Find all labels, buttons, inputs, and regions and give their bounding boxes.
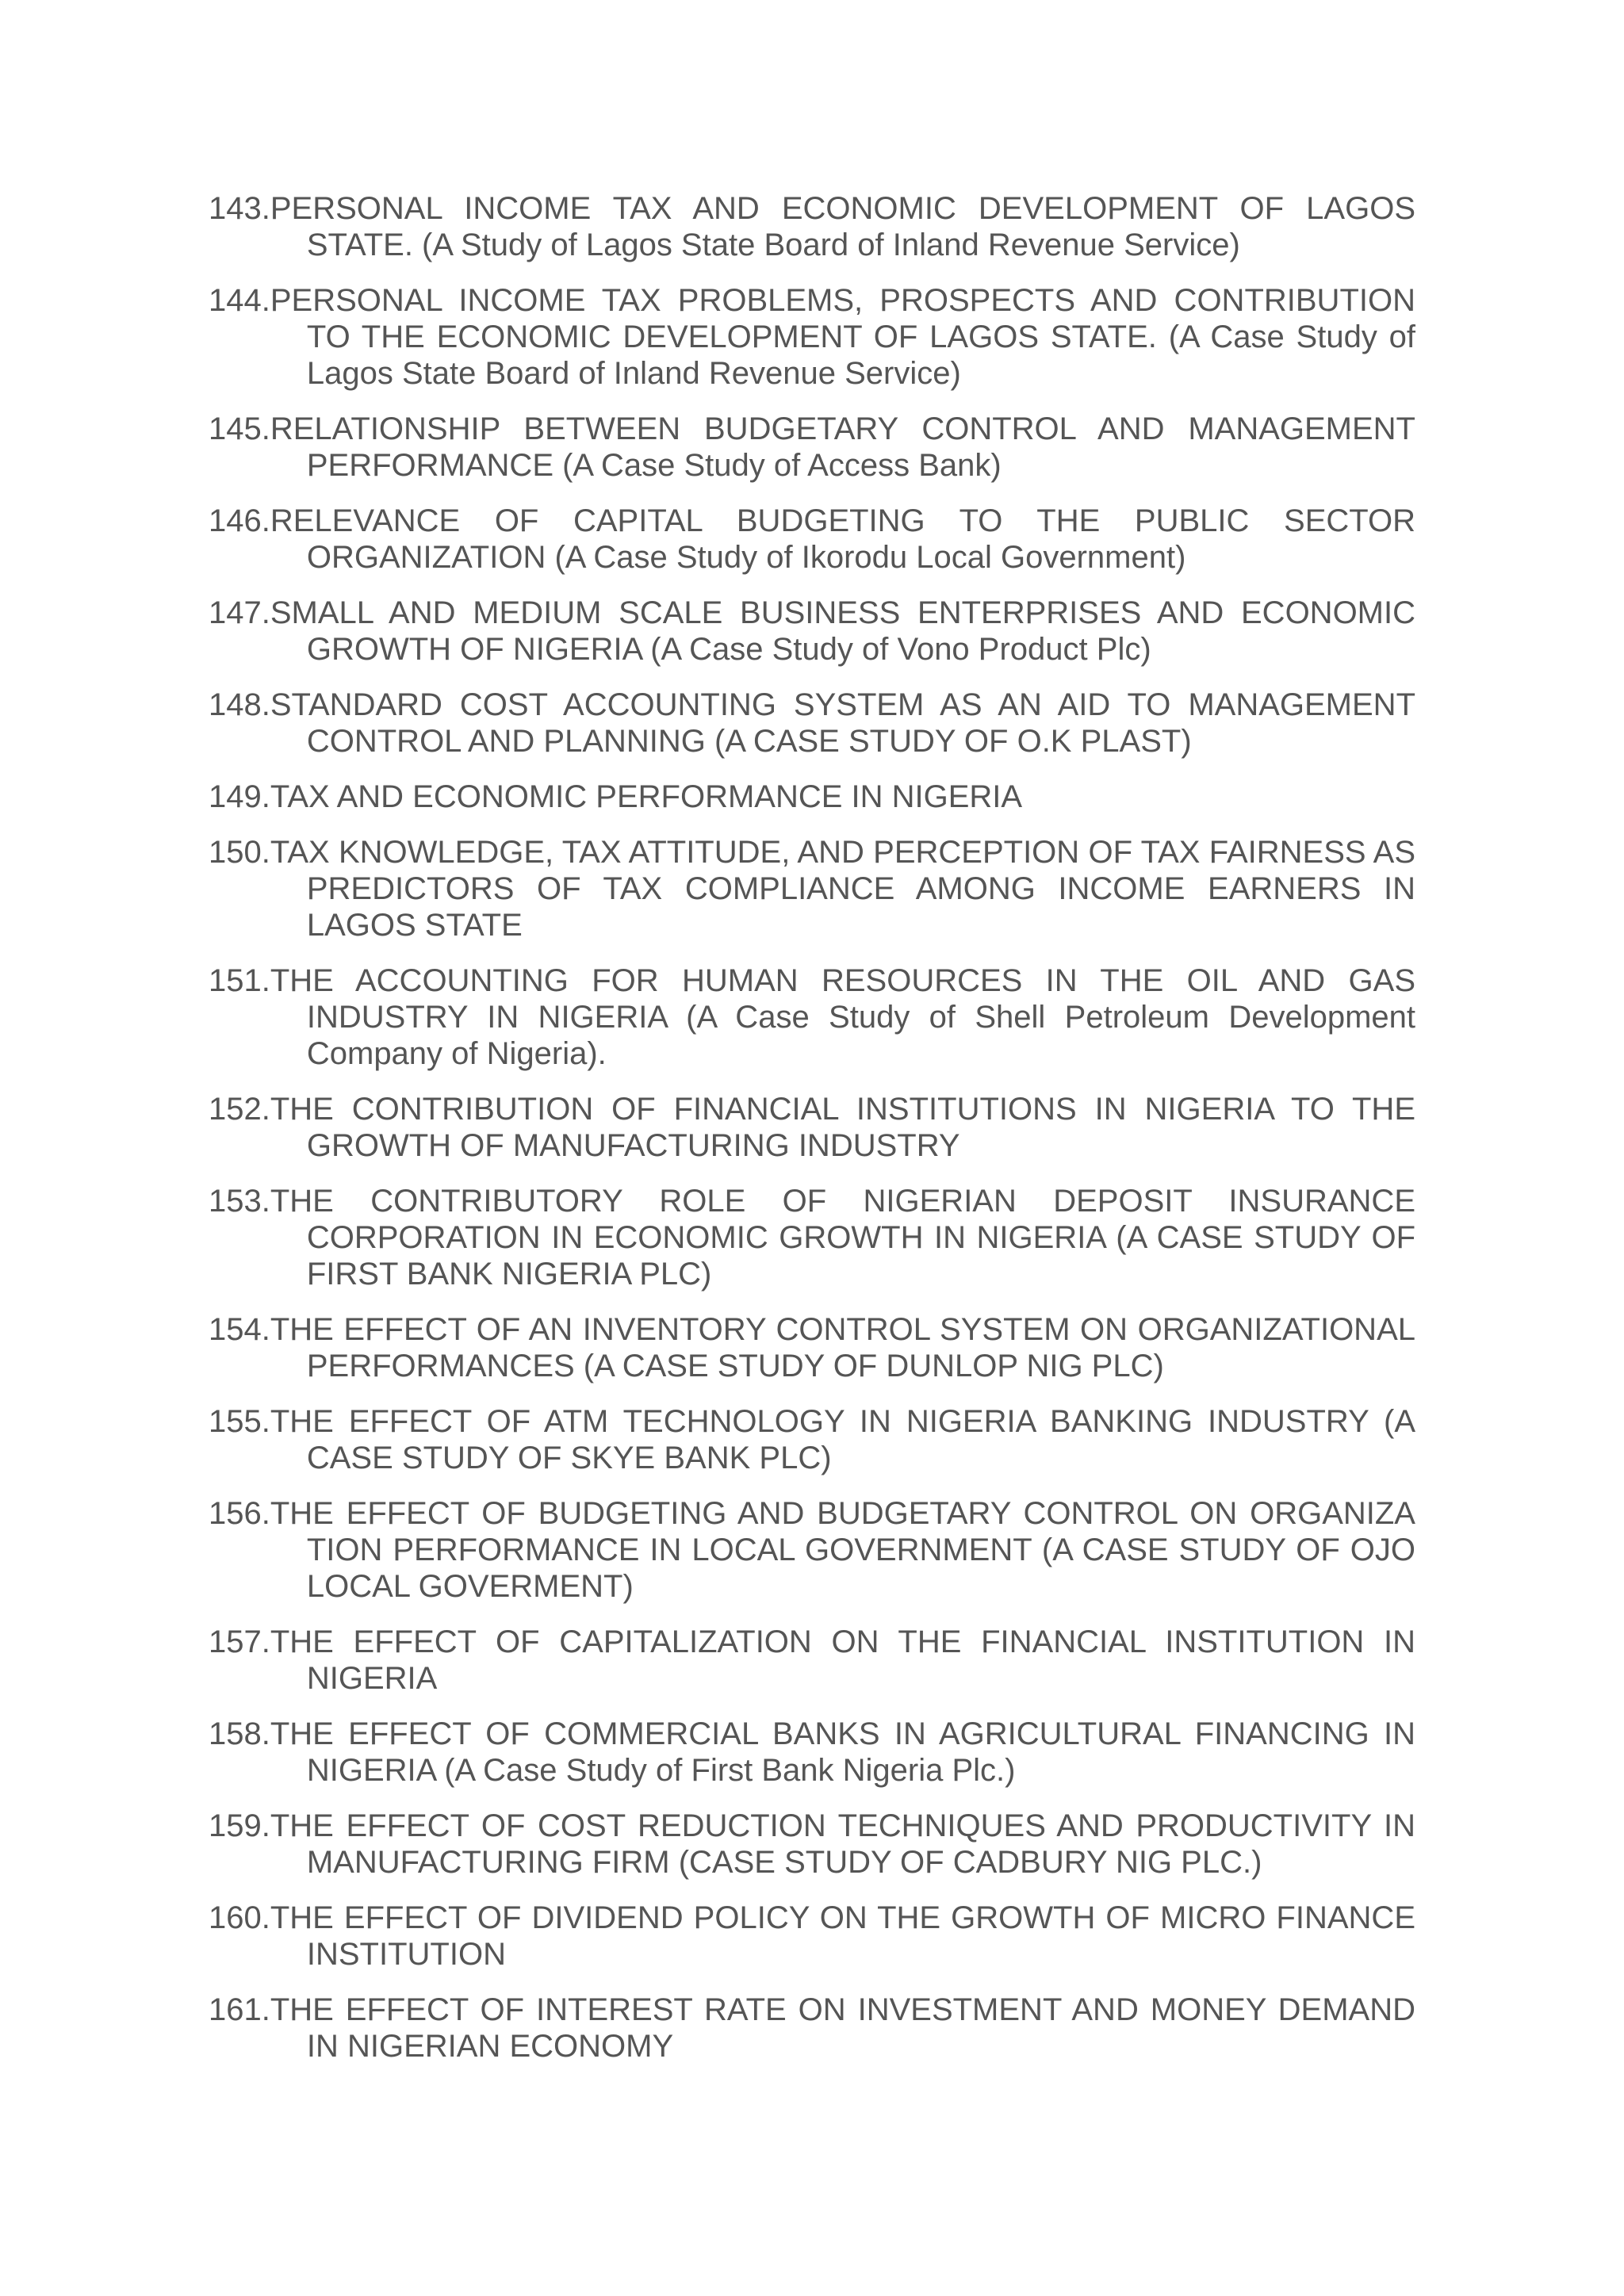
item-number: 144. <box>209 283 270 318</box>
item-title: THE EFFECT OF DIVIDEND POLICY ON THE GROWTH OF MICRO FINANCE INSTITUTION <box>270 1900 1415 1972</box>
list-item <box>209 1403 1415 1476</box>
item-title: TAX AND ECONOMIC PERFORMANCE IN NIGERIA <box>270 779 1023 814</box>
list-item <box>209 962 1415 1072</box>
item-title: STANDARD COST ACCOUNTING SYSTEM AS AN AID TO MANAGEMENT CONTROL AND PLANNING (A CASE STUDY OF O.K PLAST) <box>270 687 1415 759</box>
item-title: PERSONAL INCOME TAX PROBLEMS, PROSPECTS AND CONTRIBUTION TO THE ECONOMIC DEVELOPMENT OF LAGOS STATE. (A Case Study of Lagos State Board of Inland Revenue Service) <box>270 283 1415 391</box>
list-item <box>209 779 1415 815</box>
item-title: PERSONAL INCOME TAX AND ECONOMIC DEVELOPMENT OF LAGOS STATE. (A Study of Lagos State Board of Inland Revenue Service) <box>270 191 1415 262</box>
item-title: THE EFFECT OF CAPITALIZATION ON THE FINANCIAL INSTITUTION IN NIGERIA <box>270 1624 1415 1696</box>
item-number: 147. <box>209 595 270 630</box>
item-title: RELEVANCE OF CAPITAL BUDGETING TO THE PUBLIC SECTOR ORGANIZATION (A Case Study of Ikorodu Local Government) <box>270 503 1415 575</box>
topic-list <box>209 190 1415 2084</box>
item-title: SMALL AND MEDIUM SCALE BUSINESS ENTERPRISES AND ECONOMIC GROWTH OF NIGERIA (A Case Study of Vono Product Plc) <box>270 595 1415 667</box>
list-item <box>209 1091 1415 1164</box>
item-number: 160. <box>209 1900 270 1935</box>
list-item <box>209 190 1415 263</box>
item-number: 145. <box>209 411 270 446</box>
item-title: TAX KNOWLEDGE, TAX ATTITUDE, AND PERCEPTION OF TAX FAIRNESS AS PREDICTORS OF TAX COMPLIANCE AMONG INCOME EARNERS IN LAGOS STATE <box>270 835 1415 943</box>
item-number: 155. <box>209 1404 270 1439</box>
item-number: 149. <box>209 779 270 814</box>
list-item <box>209 1624 1415 1697</box>
item-number: 161. <box>209 1992 270 2027</box>
item-number: 158. <box>209 1716 270 1751</box>
item-number: 153. <box>209 1184 270 1219</box>
list-item <box>209 411 1415 484</box>
list-item <box>209 1808 1415 1881</box>
item-number: 146. <box>209 503 270 538</box>
list-item <box>209 834 1415 943</box>
item-title: THE CONTRIBUTORY ROLE OF NIGERIAN DEPOSIT INSURANCE CORPORATION IN ECONOMIC GROWTH IN NIGERIA (A CASE STUDY OF FIRST BANK NIGERIA PLC) <box>270 1184 1415 1292</box>
list-item <box>209 1716 1415 1789</box>
item-number: 148. <box>209 687 270 722</box>
item-number: 157. <box>209 1624 270 1659</box>
item-title: THE EFFECT OF ATM TECHNOLOGY IN NIGERIA BANKING INDUSTRY (A CASE STUDY OF SKYE BANK PLC) <box>270 1404 1415 1475</box>
list-item <box>209 503 1415 576</box>
item-title: THE EFFECT OF AN INVENTORY CONTROL SYSTEM ON ORGANIZATIONAL PERFORMANCES (A CASE STUDY OF DUNLOP NIG PLC) <box>270 1312 1415 1383</box>
list-item <box>209 282 1415 392</box>
list-item <box>209 1900 1415 1973</box>
list-item <box>209 1992 1415 2064</box>
item-title: THE EFFECT OF BUDGETING AND BUDGETARY CONTROL ON ORGANIZA TION PERFORMANCE IN LOCAL GOVERNMENT (A CASE STUDY OF OJO LOCAL GOVERMENT) <box>270 1496 1415 1604</box>
item-number: 154. <box>209 1312 270 1347</box>
list-item <box>209 1495 1415 1605</box>
item-title: THE EFFECT OF COST REDUCTION TECHNIQUES AND PRODUCTIVITY IN MANUFACTURING FIRM (CASE STUDY OF CADBURY NIG PLC.) <box>270 1808 1415 1880</box>
item-title: THE CONTRIBUTION OF FINANCIAL INSTITUTIONS IN NIGERIA TO THE GROWTH OF MANUFACTURING INDUSTRY <box>270 1092 1415 1163</box>
item-number: 159. <box>209 1808 270 1843</box>
item-title: THE EFFECT OF INTEREST RATE ON INVESTMENT AND MONEY DEMAND IN NIGERIAN ECONOMY <box>270 1992 1415 2064</box>
item-number: 143. <box>209 191 270 226</box>
item-title: THE EFFECT OF COMMERCIAL BANKS IN AGRICULTURAL FINANCING IN NIGERIA (A Case Study of First Bank Nigeria Plc.) <box>270 1716 1415 1788</box>
item-number: 156. <box>209 1496 270 1531</box>
item-number: 152. <box>209 1092 270 1127</box>
item-title: RELATIONSHIP BETWEEN BUDGETARY CONTROL AND MANAGEMENT PERFORMANCE (A Case Study of Access Bank) <box>270 411 1415 483</box>
list-item <box>209 1183 1415 1292</box>
list-item <box>209 595 1415 668</box>
item-title: THE ACCOUNTING FOR HUMAN RESOURCES IN THE OIL AND GAS INDUSTRY IN NIGERIA (A Case Study of Shell Petroleum Development Company of Nigeria). <box>270 963 1415 1071</box>
item-number: 151. <box>209 963 270 998</box>
list-item <box>209 1311 1415 1384</box>
list-item <box>209 687 1415 760</box>
item-number: 150. <box>209 835 270 870</box>
